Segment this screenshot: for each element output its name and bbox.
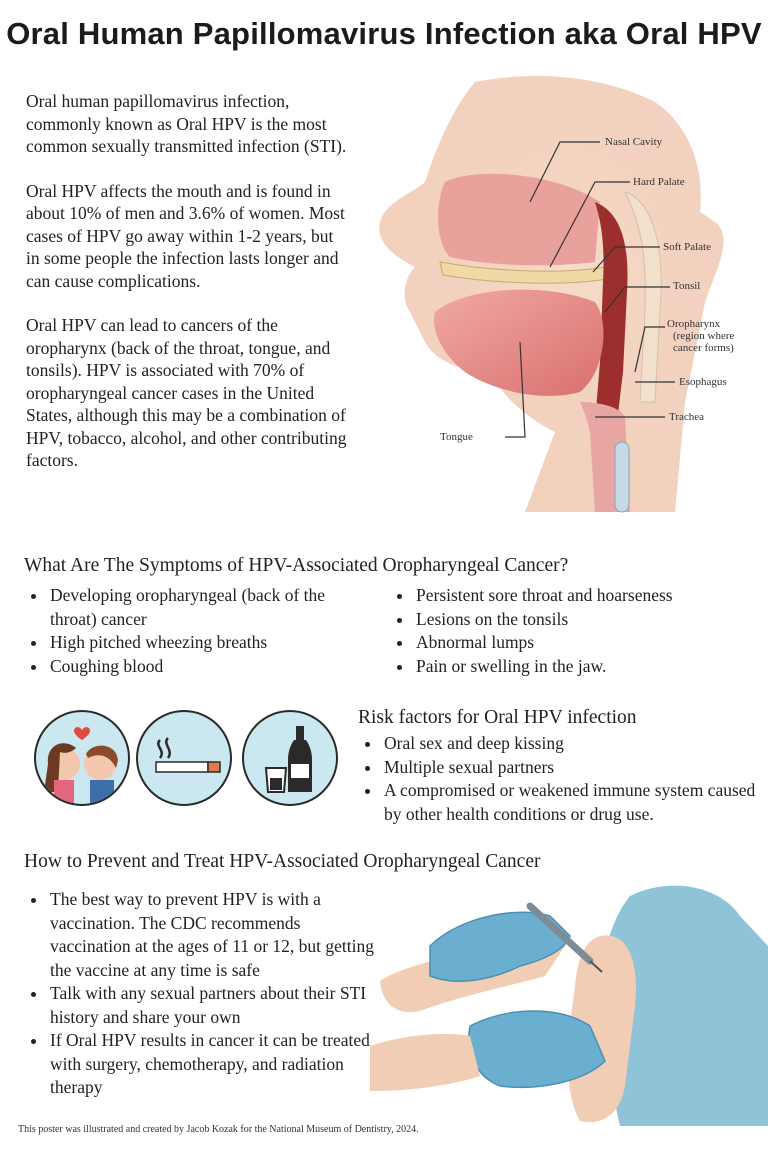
label-soft-palate: Soft Palate	[663, 241, 711, 253]
label-oropharynx-title: Oropharynx	[667, 318, 721, 330]
risk-list	[360, 732, 768, 826]
head-cross-section-image	[355, 72, 768, 532]
list-item: • The best way to prevent HPV is with a vaccination. The CDC recommends vaccination at the ages of 11 or 12, but getting the vaccine at any time is safe	[48, 888, 384, 982]
prevent-heading: How to Prevent and Treat HPV-Associated Oropharyngeal Cancer	[24, 851, 541, 872]
intro-paragraph-1: Oral human papillomavirus infection, commonly known as Oral HPV is the most common sexually transmitted infection (STI).	[26, 91, 347, 156]
symptoms-list-right	[392, 584, 768, 678]
symptoms-heading: What Are The Symptoms of HPV-Associated Oropharyngeal Cancer?	[24, 555, 569, 576]
list-item: • Abnormal lumps	[414, 631, 768, 655]
list-item: • Multiple sexual partners	[382, 756, 768, 780]
list-item: • If Oral HPV results in cancer it can be treated with surgery, chemotherapy, and radiation therapy	[48, 1029, 384, 1100]
label-esophagus: Esophagus	[679, 376, 727, 388]
label-tonsil: Tonsil	[673, 280, 701, 292]
label-oropharynx-note-2: cancer forms)	[673, 342, 734, 354]
intro-text	[26, 90, 351, 472]
kissing-couple-icon	[34, 710, 130, 806]
list-item: • Developing oropharyngeal (back of the throat) cancer	[48, 584, 368, 631]
list-item: • High pitched wheezing breaths	[48, 631, 368, 655]
risk-heading: Risk factors for Oral HPV infection	[358, 707, 637, 728]
intro-paragraph-3: Oral HPV can lead to cancers of the oropharynx (back of the throat, tongue, and tonsils). HPV is associated with 70% of oropharyngeal cancer cases in the United States, although this may be a combination of HPV, tobacco, alcohol, and other contributing factors.	[26, 315, 347, 470]
anatomy-illustration	[355, 72, 768, 532]
prevent-list	[26, 888, 384, 1100]
footer-credit: This poster was illustrated and created by Jacob Kozak for the National Museum of Dentistry, 2024.	[18, 1124, 419, 1135]
list-item: • Talk with any sexual partners about their STI history and share your own	[48, 982, 384, 1029]
alcohol-icon	[242, 710, 338, 806]
vaccination-illustration	[370, 876, 768, 1126]
label-tongue: Tongue	[440, 431, 473, 443]
label-nasal-cavity: Nasal Cavity	[605, 136, 663, 148]
page-title: Oral Human Papillomavirus Infection aka Oral HPV	[6, 16, 762, 51]
label-trachea: Trachea	[669, 411, 705, 423]
vaccination-image	[370, 876, 768, 1126]
label-oropharynx-note-1: (region where	[673, 330, 735, 342]
list-item: • Lesions on the tonsils	[414, 608, 768, 632]
list-item: • Oral sex and deep kissing	[382, 732, 768, 756]
list-item: • Pain or swelling in the jaw.	[414, 655, 768, 679]
label-oropharynx	[667, 318, 734, 354]
symptoms-list-left	[26, 584, 368, 678]
list-item: • A compromised or weakened immune system caused by other health conditions or drug use.	[382, 779, 768, 826]
intro-paragraph-2: Oral HPV affects the mouth and is found in about 10% of men and 3.6% of women. Most cases of HPV go away within 1-2 years, but in some people the infection lasts longer and can cause complications.	[26, 180, 345, 291]
list-item: • Persistent sore throat and hoarseness	[414, 584, 768, 608]
label-hard-palate: Hard Palate	[633, 176, 685, 188]
list-item: • Coughing blood	[48, 655, 368, 679]
cigarette-icon	[136, 710, 232, 806]
